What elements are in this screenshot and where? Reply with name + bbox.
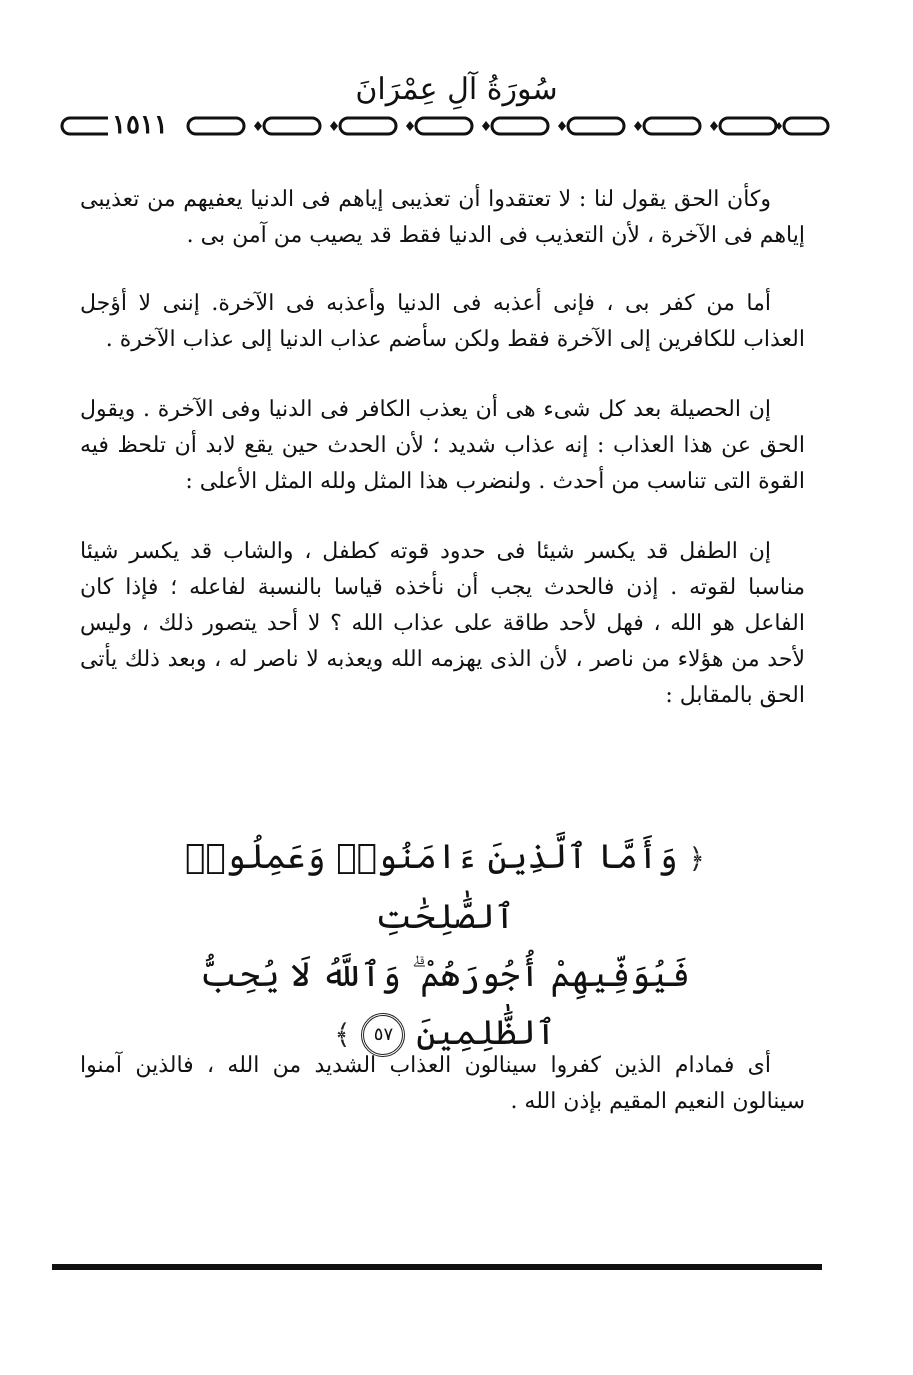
paragraph-4-block (80, 534, 805, 714)
verse-line-1-text: وَأَمَّا ٱلَّذِينَ ءَامَنُوا۟ وَعَمِلُوا۟ ٱلصَّٰلِحَٰتِ (185, 837, 678, 937)
paragraph-1-block (80, 182, 805, 254)
quran-verse (150, 828, 740, 1064)
page-number: ١٥١١ (108, 110, 172, 140)
paragraph: أما من كفر بى ، فإنى أعذبه فى الدنيا وأعذبه فى الآخرة. إننى لا أؤجل العذاب للكافرين إلى الآخرة فقط ولكن سأضم عذاب الدنيا إلى عذاب الآخرة . (80, 291, 805, 352)
closing-paragraph-block (80, 1048, 805, 1120)
verse-line-1 (150, 828, 740, 946)
verse-open-ornament-icon: ﴿ (688, 842, 705, 875)
ornamental-header-band (60, 112, 830, 140)
verse-close-ornament-icon: ﴾ (334, 1018, 351, 1051)
closing-paragraph: أى فمادام الذين كفروا سينالون العذاب الشديد من الله ، فالذين آمنوا سينالون النعيم المقيم بإذن الله . (80, 1053, 805, 1114)
paragraph: إن الطفل قد يكسر شيئا فى حدود قوته كطفل ، والشاب قد يكسر شيئا مناسبا لقوته . إذن فالحدث يجب أن نأخذه قياسا بالنسبة لفاعله ؛ فإذا كان الفاعل هو الله ، فهل لأحد طاقة على عذاب الله ؟ لا أحد يتصور ذلك ، وليس لأحد من هؤلاء من ناصر ، لأن الذى يهزمه الله ويعذبه لا ناصر له ، وبعد ذلك يأتى الحق بالمقابل : (80, 539, 805, 708)
paragraph-2-block (80, 286, 805, 358)
verse-line-2-text: فَيُوَفِّيهِمْ أُجُورَهُمْ ۗ وَٱللَّهُ لَا يُحِبُّ ٱلظَّٰلِمِينَ (199, 955, 690, 1053)
ayah-number-medallion: ٥٧ (361, 1013, 405, 1057)
paragraph-3-block (80, 392, 805, 500)
bottom-rule (52, 1264, 822, 1270)
paragraph: وكأن الحق يقول لنا : لا تعتقدوا أن تعذيبى إياهم فى الدنيا يعفيهم من تعذيبى إياهم فى الآخرة ، لأن التعذيب فى الدنيا فقط قد يصيب من آمن بى . (80, 187, 805, 248)
paragraph: إن الحصيلة بعد كل شىء هى أن يعذب الكافر فى الدنيا وفى الآخرة . ويقول الحق عن هذا العذاب : إنه عذاب شديد ؛ لأن الحدث حين يقع لابد أن تلحظ فيه القوة التى تناسب من أحدث . ولنضرب هذا المثل ولله المثل الأعلى : (80, 397, 805, 494)
surah-title: سُورَةُ آلِ عِمْرَانَ (355, 72, 558, 107)
verse-line-2 (150, 946, 740, 1064)
